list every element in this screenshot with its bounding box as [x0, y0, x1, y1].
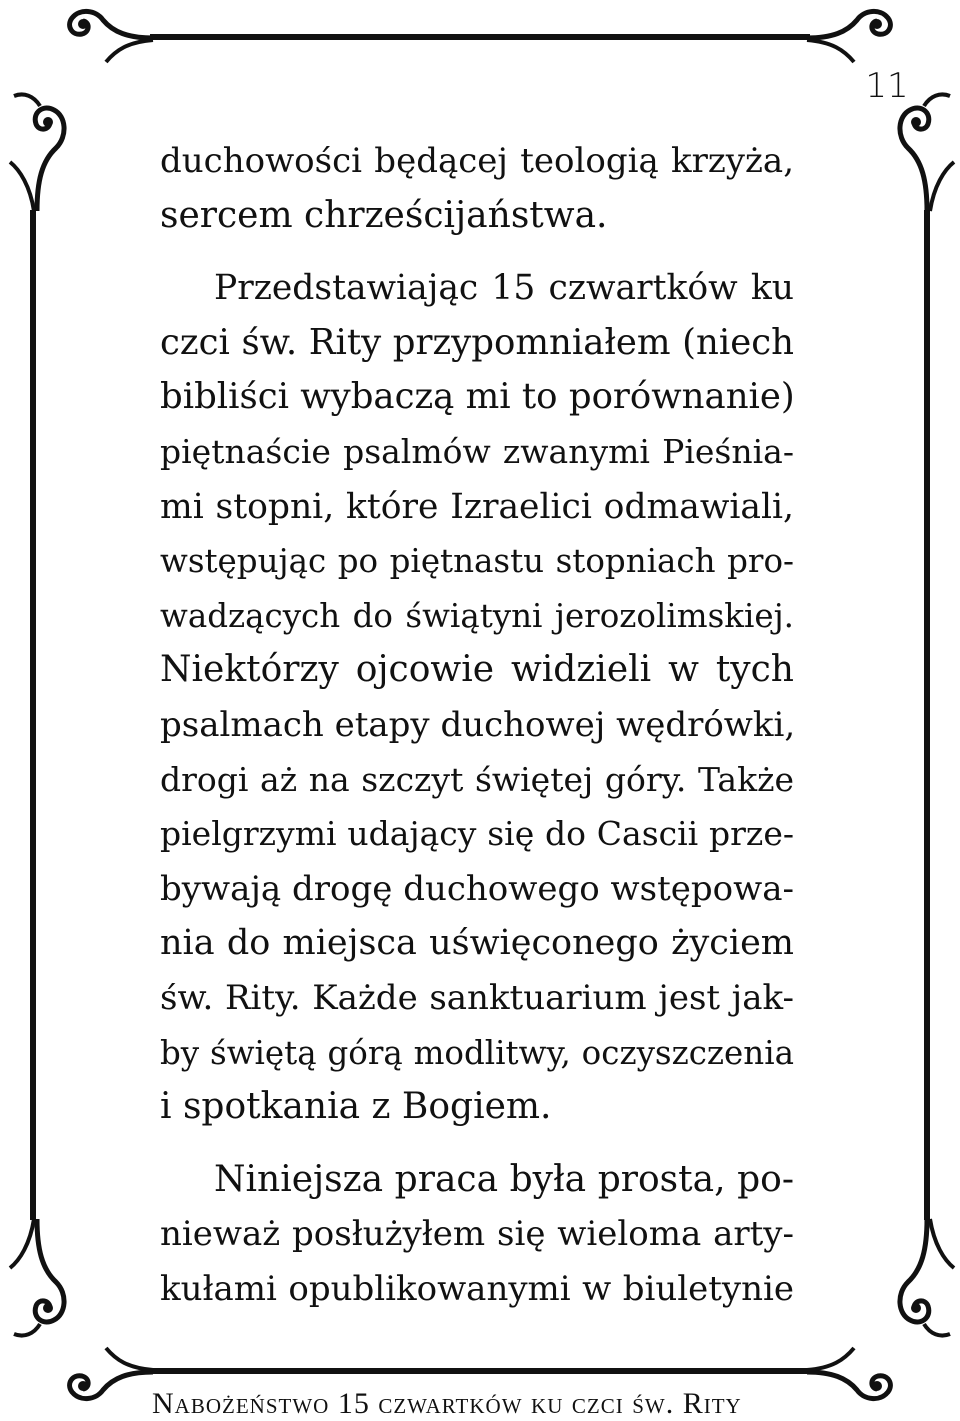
text-line: Przedstawiając 15 czwartków ku — [214, 268, 794, 309]
text-line: św. Rity. Każde sanktuarium jest jak- — [160, 977, 794, 1018]
text-line: bywają drogę duchowego wstępowa- — [160, 868, 794, 909]
text-line: mi stopni, które Izraelici odmawiali, — [160, 486, 794, 527]
text-line: Niniejsza praca była prosta, po- — [214, 1158, 794, 1200]
page-number: 11 — [865, 66, 909, 106]
text-line: sercem chrześcijaństwa. — [160, 194, 608, 236]
flourish-ornament-bottom-right — [802, 1338, 902, 1408]
flourish-ornament-top-right — [802, 2, 902, 72]
text-line: pielgrzymi udający się do Cascii prze- — [160, 814, 794, 854]
frame-top-rule — [150, 34, 810, 40]
flourish-ornament-left-upper — [4, 86, 74, 216]
text-line: psalmach etapy duchowej wędrówki, — [160, 704, 796, 745]
frame-bottom-rule — [150, 1368, 810, 1374]
text-line: by świętą górą modlitwy, oczyszczenia — [160, 1033, 794, 1072]
text-line: drogi aż na szczyt świętej góry. Także — [160, 759, 794, 799]
paragraph — [160, 134, 794, 243]
text-line: duchowości będącej teologią krzyża, — [160, 141, 794, 181]
frame-right-rule — [924, 210, 930, 1220]
text-line: wstępując po piętnastu stopniach pro- — [160, 542, 794, 581]
text-line: czci św. Rity przypomniałem (niech — [160, 321, 794, 363]
flourish-ornament-right-lower — [890, 1214, 960, 1344]
text-line: piętnaście psalmów zwanymi Pieśnia- — [160, 431, 794, 471]
paragraph — [160, 261, 794, 1135]
flourish-ornament-bottom-left — [58, 1338, 158, 1408]
flourish-ornament-top-left — [58, 2, 158, 72]
paragraph — [160, 1153, 794, 1317]
running-footer: Nabożeństwo 15 czwartków ku czci św. Rity — [152, 1387, 742, 1420]
frame-left-rule — [30, 210, 36, 1220]
text-line: kułami opublikowanymi w biuletynie — [160, 1268, 794, 1309]
flourish-ornament-left-lower — [4, 1214, 74, 1344]
body-text — [160, 134, 794, 1316]
text-line: wadzących do świątyni jerozolimskiej. — [160, 596, 794, 635]
text-line: bibliści wybaczą mi to porównanie) — [160, 376, 795, 418]
text-line: nia do miejsca uświęconego życiem — [160, 923, 794, 964]
text-line: i spotkania z Bogiem. — [160, 1086, 552, 1128]
text-line: nieważ posłużyłem się wieloma arty- — [160, 1214, 794, 1255]
text-line: Niektórzy ojcowie widzieli w tych — [160, 649, 794, 691]
